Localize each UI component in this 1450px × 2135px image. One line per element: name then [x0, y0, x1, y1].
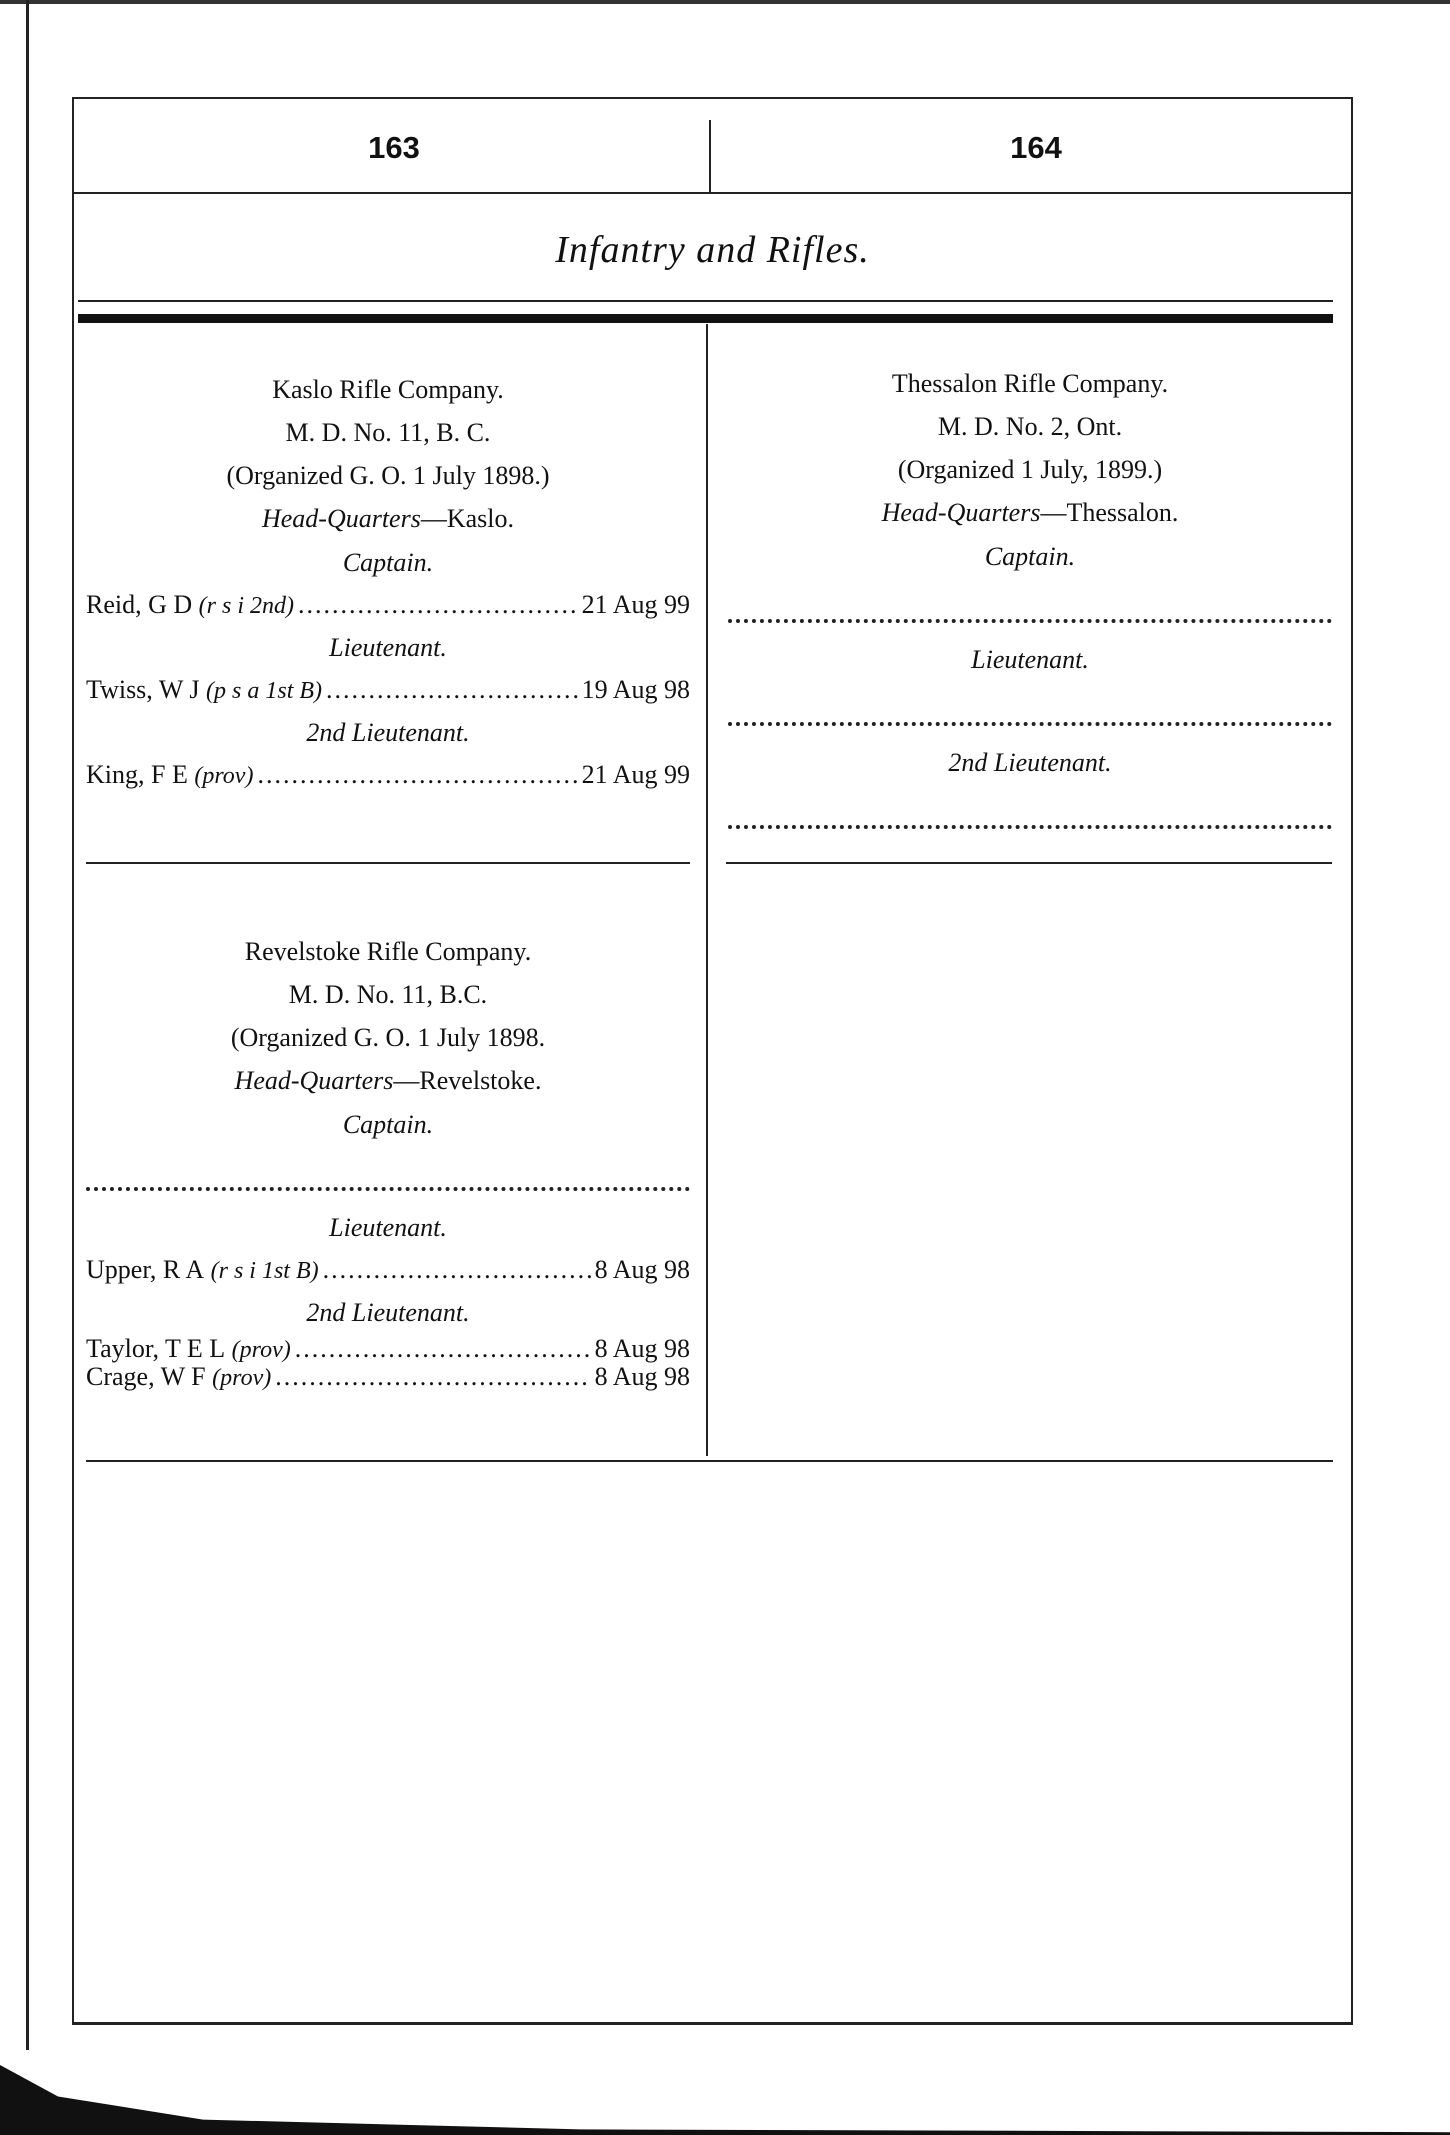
second-lieutenant-heading: 2nd Lieutenant. [306, 718, 470, 747]
lieutenant-heading: Lieutenant. [329, 1213, 447, 1242]
officer-entry [86, 755, 690, 795]
company-name: Revelstoke Rifle Company. [244, 937, 532, 966]
thessalon-company-block [728, 362, 1332, 843]
officer-name: Twiss, W J [86, 675, 200, 704]
company-name: Kaslo Rifle Company. [272, 375, 504, 404]
officer-date: 21 Aug 99 [581, 760, 690, 789]
kaslo-end-rule [86, 862, 690, 864]
officer-entry [86, 585, 690, 625]
vacant-captain-line [728, 587, 1332, 623]
lieutenant-heading: Lieutenant. [329, 633, 447, 662]
military-district: M. D. No. 2, Ont. [937, 412, 1123, 441]
revelstoke-company-block [86, 930, 690, 1391]
hq-place: —Revelstoke. [393, 1066, 542, 1095]
thessalon-end-rule [726, 862, 1332, 864]
header-rule [72, 192, 1353, 194]
title-thick-rule [78, 314, 1333, 323]
scan-bottom-shadow [0, 2065, 1450, 2135]
officer-date: 8 Aug 98 [594, 1255, 690, 1284]
top-rule [72, 97, 1353, 99]
officer-qualification: (prov) [212, 1365, 272, 1391]
organized-note: (Organized 1 July, 1899.) [897, 455, 1163, 484]
page-number-left: 163 [368, 130, 420, 165]
officer-date: 8 Aug 98 [594, 1362, 690, 1391]
vacant-second-lieutenant-line [728, 793, 1332, 829]
leader-dots [275, 1363, 590, 1391]
officer-name: King, F E [86, 760, 188, 789]
captain-heading: Captain. [984, 542, 1076, 571]
captain-heading: Captain. [342, 1110, 434, 1139]
officer-date: 19 Aug 98 [581, 675, 690, 704]
header-divider [709, 120, 711, 192]
hq-place: —Kaslo. [420, 504, 515, 533]
officer-name: Crage, W F [86, 1362, 206, 1391]
second-lieutenant-list [86, 1335, 690, 1391]
second-lieutenant-heading: 2nd Lieutenant. [948, 748, 1112, 777]
leader-dots [323, 1250, 591, 1290]
scan-edge-top [0, 0, 1450, 4]
officer-qualification: (p s a 1st B) [206, 678, 323, 704]
title-thin-rule [78, 300, 1333, 302]
second-lieutenant-heading: 2nd Lieutenant. [306, 1298, 470, 1327]
officer-entry [86, 1250, 690, 1290]
officer-entry [86, 1363, 690, 1391]
hq-label: Head-Quarters [234, 1066, 394, 1095]
column-divider [706, 324, 708, 1456]
officer-name: Upper, R A [86, 1255, 205, 1284]
leader-dots [326, 670, 578, 710]
vacant-lieutenant-line [728, 690, 1332, 726]
company-name: Thessalon Rifle Company. [891, 369, 1169, 398]
organized-note: (Organized G. O. 1 July 1898. [230, 1023, 546, 1052]
captain-heading: Captain. [342, 548, 434, 577]
section-title: Infantry and Rifles. [555, 229, 870, 271]
officer-qualification: (r s i 2nd) [198, 593, 295, 619]
officer-name: Reid, G D [86, 590, 193, 619]
officer-entry [86, 670, 690, 710]
hq-label: Head-Quarters [261, 504, 421, 533]
military-district: M. D. No. 11, B.C. [288, 980, 488, 1009]
hq-place: —Thessalon. [1040, 498, 1179, 527]
hq-label: Head-Quarters [881, 498, 1041, 527]
headquarters [728, 491, 1332, 534]
officer-name: Taylor, T E L [86, 1334, 226, 1363]
officer-entry [86, 1335, 690, 1363]
officer-qualification: (prov) [194, 763, 254, 789]
military-district: M. D. No. 11, B. C. [285, 418, 491, 447]
headquarters [86, 1059, 690, 1102]
officer-qualification: (prov) [231, 1337, 291, 1363]
kaslo-company-block [86, 368, 690, 795]
section-end-rule [86, 1460, 1333, 1462]
leader-dots [257, 755, 577, 795]
leader-dots [298, 585, 578, 625]
page-number-right: 164 [1010, 130, 1062, 165]
headquarters [86, 497, 690, 540]
leader-dots [295, 1335, 591, 1363]
lieutenant-heading: Lieutenant. [971, 645, 1089, 674]
officer-date: 8 Aug 98 [594, 1334, 690, 1363]
vacant-captain-line [86, 1155, 690, 1191]
bottom-rule [72, 2022, 1353, 2025]
scan-edge-left [26, 0, 29, 2050]
officer-date: 21 Aug 99 [581, 590, 690, 619]
organized-note: (Organized G. O. 1 July 1898.) [226, 461, 550, 490]
officer-qualification: (r s i 1st B) [210, 1258, 319, 1284]
